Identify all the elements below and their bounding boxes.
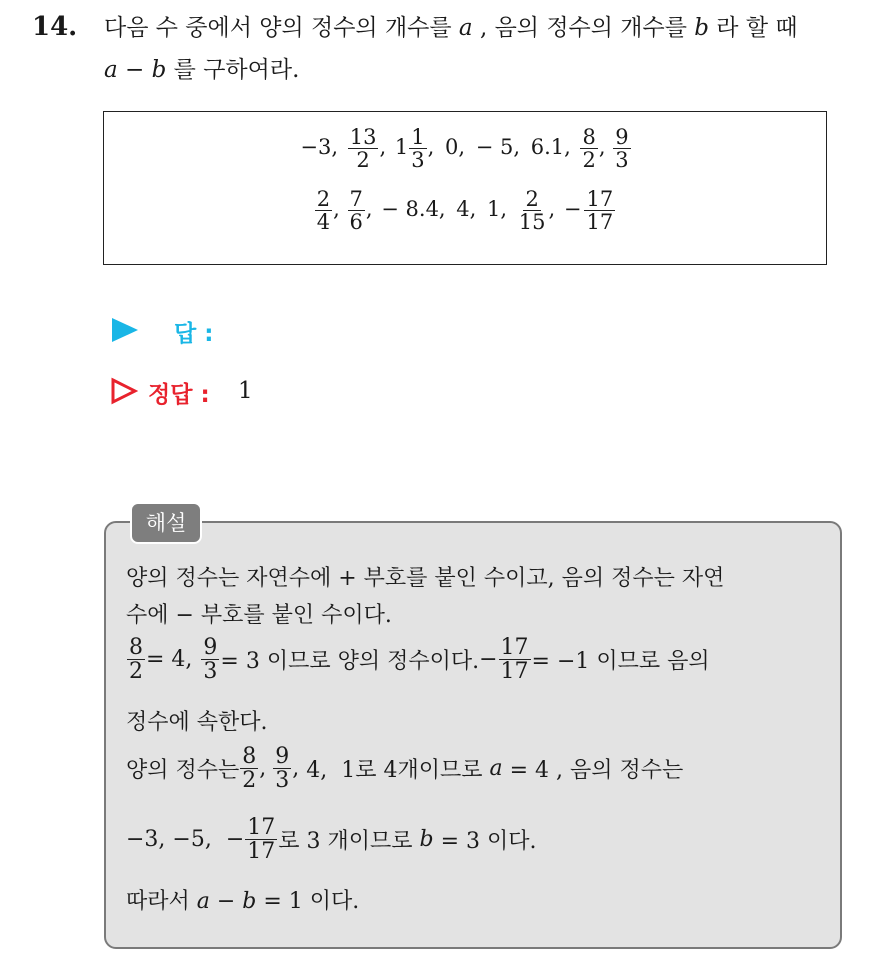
num-item: 1, [487,197,508,222]
num-item: 6.1, [530,135,571,160]
fraction: $\frac{8}{2}$ [242,744,257,794]
num-item: −3, [300,135,339,160]
numbers-row-2: $\frac{2}{4}$ , $\frac{7}{6}$ , − 8.4, 4, 1, $\frac{2}{15}$ , − $\frac{17}{17}$ [316,187,614,235]
question-text-line1 [104,10,798,46]
expr-b: b [151,57,167,83]
var-b: b [694,15,709,41]
numbers-box [103,111,827,265]
var-a: a [458,15,473,41]
fraction: $\frac{9}{3}$ [615,125,629,173]
numbers-row-1: −3, $\frac{13}{2}$ , 1 $\frac{1}{3}$ , 0, − 5, 6.1, $\frac{8}{2}$ , $\frac{9}{3}$ [300,125,629,173]
fraction: $\frac{17}{17}$ [500,635,529,685]
q-text-3: 라 할 때 [709,15,798,41]
exp-line-1: 양의 정수는 자연수에 + 부호를 붙인 수이고, 음의 정수는 자연 [126,566,725,591]
question-text-line2 [104,52,299,88]
num-item: 4, [456,197,477,222]
exp-line-4: 정수에 속한다. [126,710,268,735]
q-text-2: , 음의 정수의 개수를 [472,15,695,41]
exp-line-3: $\frac{8}{2}$ = 4, $\frac{9}{3}$ = 3 이므로 양의 정수이다. − $\frac{17}{17}$ = −1 이므로 음의 [129,635,710,685]
fraction: $\frac{2}{4}$ [316,187,331,235]
fraction: $\frac{2}{15}$ [518,187,546,235]
fraction: $\frac{9}{3}$ [203,635,218,685]
correct-answer-value: 1 [238,378,253,404]
fraction: $\frac{17}{17}$ [247,815,276,865]
q-text-1: 다음 수 중에서 양의 정수의 개수를 [104,15,459,41]
fraction: $\frac{7}{6}$ [349,187,363,235]
num-item: − 8.4, [381,197,446,222]
fraction: $\frac{8}{2}$ [582,125,596,173]
expr-minus: − [117,57,152,83]
explanation-tag: 해설 [130,502,202,544]
exp-line-7: 따라서 a − b = 1 이다. [126,889,360,914]
question-number: 14. [32,12,78,42]
exp-line-6: −3, −5, − $\frac{17}{17}$ 로 3 개이므로 b = 3 이다. [126,815,537,865]
correct-triangle-icon [110,377,138,409]
fraction: $\frac{8}{2}$ [129,635,143,685]
num-item: 0, [444,135,466,160]
expr-a: a [104,57,118,83]
minus-sign: − [563,197,582,222]
num-item: − 5, [475,135,521,160]
fraction: $\frac{13}{2}$ [349,125,377,173]
fraction: $\frac{17}{17}$ [586,187,614,235]
exp-line-2: 수에 − 부호를 붙인 수이다. [126,603,392,628]
answer-label: 답 : [174,321,214,347]
mixed-number: 1 $\frac{1}{3}$ , [394,125,435,173]
fraction: $\frac{9}{3}$ [275,744,290,794]
correct-answer-label: 정답 : [148,382,210,408]
answer-triangle-icon [112,318,138,346]
q-text-4: 를 구하여라. [166,57,300,83]
exp-line-5: 양의 정수는 $\frac{8}{2}$ , $\frac{9}{3}$ , 4, 1로 4개이므로 a = 4 , 음의 정수는 [126,744,684,794]
